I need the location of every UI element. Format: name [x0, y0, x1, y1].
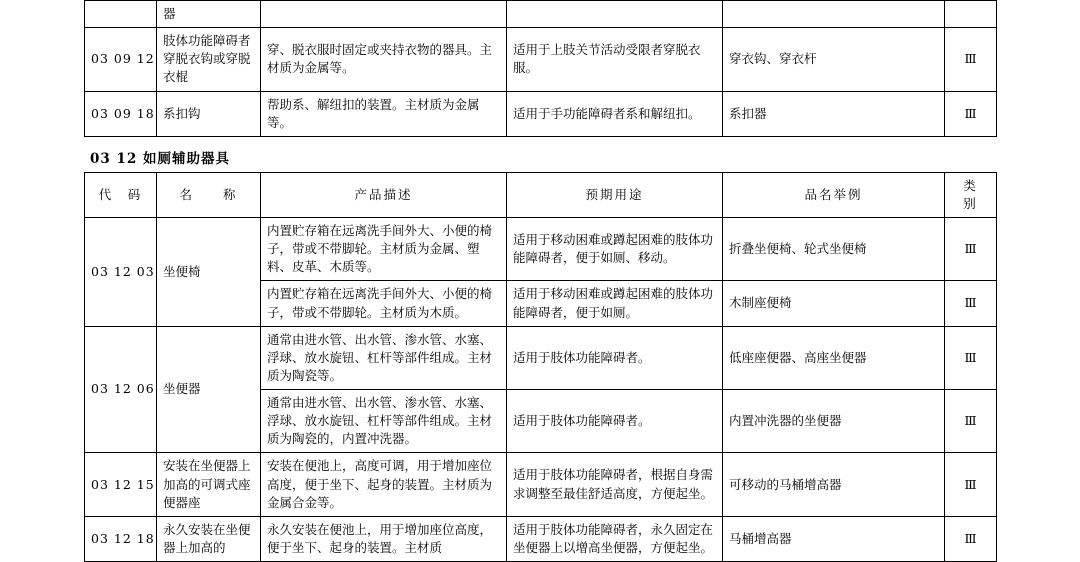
cell-desc: 通常由进水管、出水管、渗水管、水塞、浮球、放水旋钮、杠杆等部件组成。主材质为陶瓷等。 [261, 326, 507, 389]
cell-code: 03 12 18 [85, 516, 157, 561]
cell-desc: 穿、脱衣服时固定或夹持衣物的器具。主材质为金属等。 [261, 28, 507, 91]
cell-use: 适用于肢体功能障碍者，根据自身需求调整至最佳舒适高度，方便起坐。 [507, 453, 723, 516]
cell-code [85, 1, 157, 28]
cell-name: 安装在坐便器上加高的可调式座便器座 [157, 453, 261, 516]
cell-example: 内置冲洗器的坐便器 [723, 390, 945, 453]
cell-name: 坐便器 [157, 326, 261, 453]
cell-code: 03 09 12 [85, 28, 157, 91]
cell-example: 可移动的马桶增高器 [723, 453, 945, 516]
table-row [85, 28, 997, 91]
cell-code: 03 12 15 [85, 453, 157, 516]
header-example: 品名举例 [723, 172, 945, 217]
table-row [85, 91, 997, 136]
cell-example: 木制座便椅 [723, 281, 945, 326]
cell-example: 穿衣钩、穿衣杆 [723, 28, 945, 91]
cell-example: 折叠坐便椅、轮式坐便椅 [723, 218, 945, 281]
cell-example [723, 1, 945, 28]
header-name: 名 称 [157, 172, 261, 217]
cell-desc [261, 1, 507, 28]
cell-class: Ⅲ [945, 453, 997, 516]
table-toilet-aids [84, 172, 997, 562]
cell-code: 03 09 18 [85, 91, 157, 136]
cell-desc: 永久安装在便池上，用于增加座位高度，便于坐下、起身的装置。主材质 [261, 516, 507, 561]
cell-use: 适用于肢体功能障碍者。 [507, 326, 723, 389]
header-desc: 产品描述 [261, 172, 507, 217]
section-heading: 03 12 如厕辅助器具 [90, 150, 230, 167]
cell-example: 马桶增高器 [723, 516, 945, 561]
cell-desc: 内置贮存箱在远离洗手间外大、小便的椅子，带或不带脚轮。主材质为金属、塑料、皮革、木质等。 [261, 218, 507, 281]
table-row [85, 453, 997, 516]
header-class: 类 别 [945, 172, 997, 217]
cell-class [945, 1, 997, 28]
table-row [85, 218, 997, 281]
cell-use [507, 1, 723, 28]
table-header-row [85, 172, 997, 217]
header-use: 预期用途 [507, 172, 723, 217]
cell-desc: 安装在便池上，高度可调，用于增加座位高度，便于坐下、起身的装置。主材质为金属合金等。 [261, 453, 507, 516]
cell-desc: 内置贮存箱在远离洗手间外大、小便的椅子，带或不带脚轮。主材质为木质。 [261, 281, 507, 326]
cell-desc: 帮助系、解纽扣的装置。主材质为金属等。 [261, 91, 507, 136]
cell-name: 永久安装在坐便器上加高的 [157, 516, 261, 561]
cell-class: Ⅲ [945, 218, 997, 281]
cell-name: 器 [157, 1, 261, 28]
cell-code: 03 12 03 [85, 218, 157, 327]
cell-code: 03 12 06 [85, 326, 157, 453]
cell-example: 系扣器 [723, 91, 945, 136]
cell-use: 适用于肢体功能障碍者。 [507, 390, 723, 453]
cell-class: Ⅲ [945, 281, 997, 326]
cell-name: 坐便椅 [157, 218, 261, 327]
cell-class: Ⅲ [945, 390, 997, 453]
table-dressing-aids [84, 0, 997, 137]
cell-desc: 通常由进水管、出水管、渗水管、水塞、浮球、放水旋钮、杠杆等部件组成。主材质为陶瓷的，内置冲洗器。 [261, 390, 507, 453]
cell-name: 肢体功能障碍者穿脱衣钩或穿脱衣棍 [157, 28, 261, 91]
cell-use: 适用于肢体功能障碍者，永久固定在坐便器上以增高坐便器，方便起坐。 [507, 516, 723, 561]
table-row [85, 326, 997, 389]
cell-example: 低座座便器、高座坐便器 [723, 326, 945, 389]
cell-class: Ⅲ [945, 516, 997, 561]
cell-class: Ⅲ [945, 28, 997, 91]
cell-use: 适用于移动困难或蹲起困难的肢体功能障碍者，便于如厕。 [507, 281, 723, 326]
cell-name: 系扣钩 [157, 91, 261, 136]
cell-class: Ⅲ [945, 326, 997, 389]
cell-use: 适用于手功能障碍者系和解纽扣。 [507, 91, 723, 136]
header-code: 代 码 [85, 172, 157, 217]
cell-use: 适用于移动困难或蹲起困难的肢体功能障碍者，便于如厕、移动。 [507, 218, 723, 281]
table-row [85, 1, 997, 28]
cell-class: Ⅲ [945, 91, 997, 136]
cell-use: 适用于上肢关节活动受限者穿脱衣服。 [507, 28, 723, 91]
